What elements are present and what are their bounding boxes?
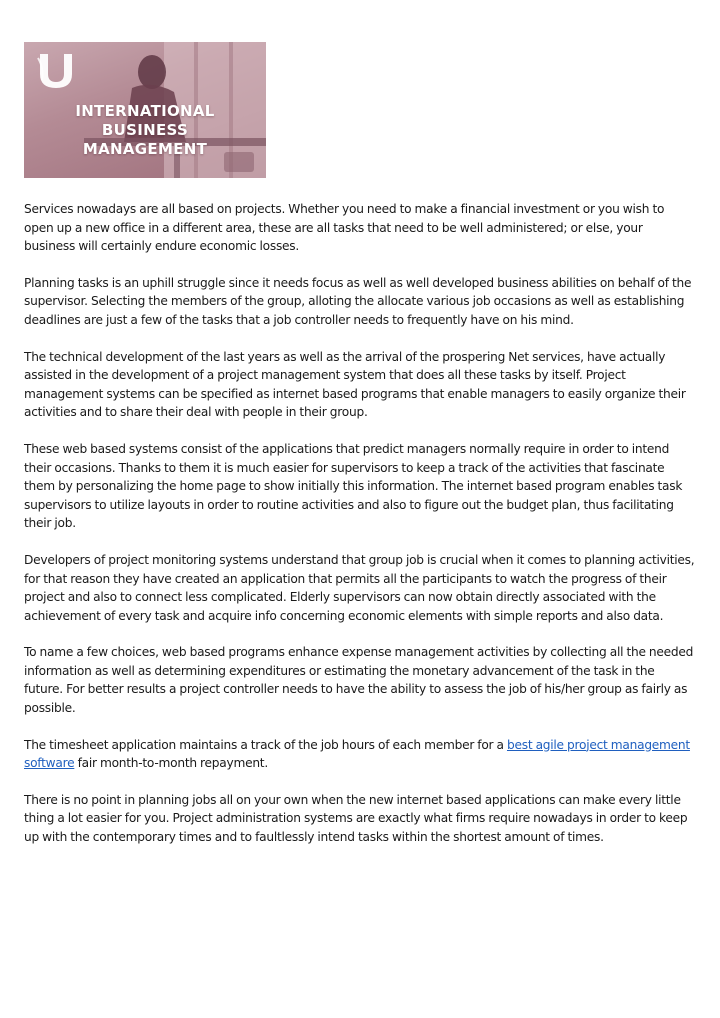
hero-banner-image	[24, 42, 266, 178]
timesheet-text-after: fair month-to-month repayment.	[74, 756, 268, 771]
timesheet-text-before: The timesheet application maintains a track of the job hours of each member for a	[24, 737, 507, 752]
paragraph-timesheet	[24, 736, 696, 773]
hero-title-line-2: BUSINESS	[101, 121, 189, 139]
paragraph-technical-development: The technical development of the last years as well as the arrival of the prospering Net services, have actually assisted in the development of a project management system that does all these tasks by itself. Project management systems can be specified as internet based programs that enable managers to easily organize their activities and to share their deal with people in their group.	[24, 349, 686, 420]
paragraph-web-based-systems: These web based systems consist of the applications that predict managers normally require in order to intend their occasions. Thanks to them it is much easier for supervisors to keep a track of the activities that fascinate them by personalizing the home page to show initially this information. The internet based program enables task supervisors to utilize layouts in order to routine activities and also to figure out the budget plan, thus facilitating their job.	[24, 441, 683, 531]
hero-title-line-3: MANAGEMENT	[82, 140, 208, 158]
unicorn-u-logo-icon	[34, 50, 78, 90]
paragraph-planning: Planning tasks is an uphill struggle since it needs focus as well as well developed business abilities on behalf of the supervisor. Selecting the members of the group, alloting the allocate various job occasions as well as establishing deadlines are just a few of the tasks that a job controller needs to frequently have on his mind.	[24, 275, 692, 327]
article-body	[24, 200, 696, 865]
paragraph-intro: Services nowadays are all based on projects. Whether you need to make a financial investment or you wish to open up a new office in a different area, these are all tasks that need to be well administered; or else, your business will certainly endure economic losses.	[24, 202, 665, 254]
paragraph-expense-management: To name a few choices, web based programs enhance expense management activities by collecting all the needed information as well as determining expenditures or estimating the monetary advancement of the task in the future. For better results a project controller needs to have the ability to assess the job of his/her group as fairly as possible.	[24, 645, 694, 716]
agile-software-link[interactable]: best agile project management software	[24, 737, 690, 771]
paragraph-developers: Developers of project monitoring systems understand that group job is crucial when it comes to planning activities, for that reason they have created an application that permits all the participants to watch the progress of their project and also to connect less complicated. Elderly supervisors can now obtain directly associated with the achievement of every task and acquire info concerning economic elements with simple reports and also data.	[24, 552, 695, 623]
paragraph-closing: There is no point in planning jobs all on your own when the new internet based applications can make every little thing a lot easier for you. Project administration systems are exactly what firms require nowadays in order to keep up with the contemporary times and to faultlessly intend tasks within the shortest amount of times.	[24, 792, 688, 845]
hero-title	[24, 102, 266, 159]
hero-title-line-1: INTERNATIONAL	[75, 102, 215, 120]
